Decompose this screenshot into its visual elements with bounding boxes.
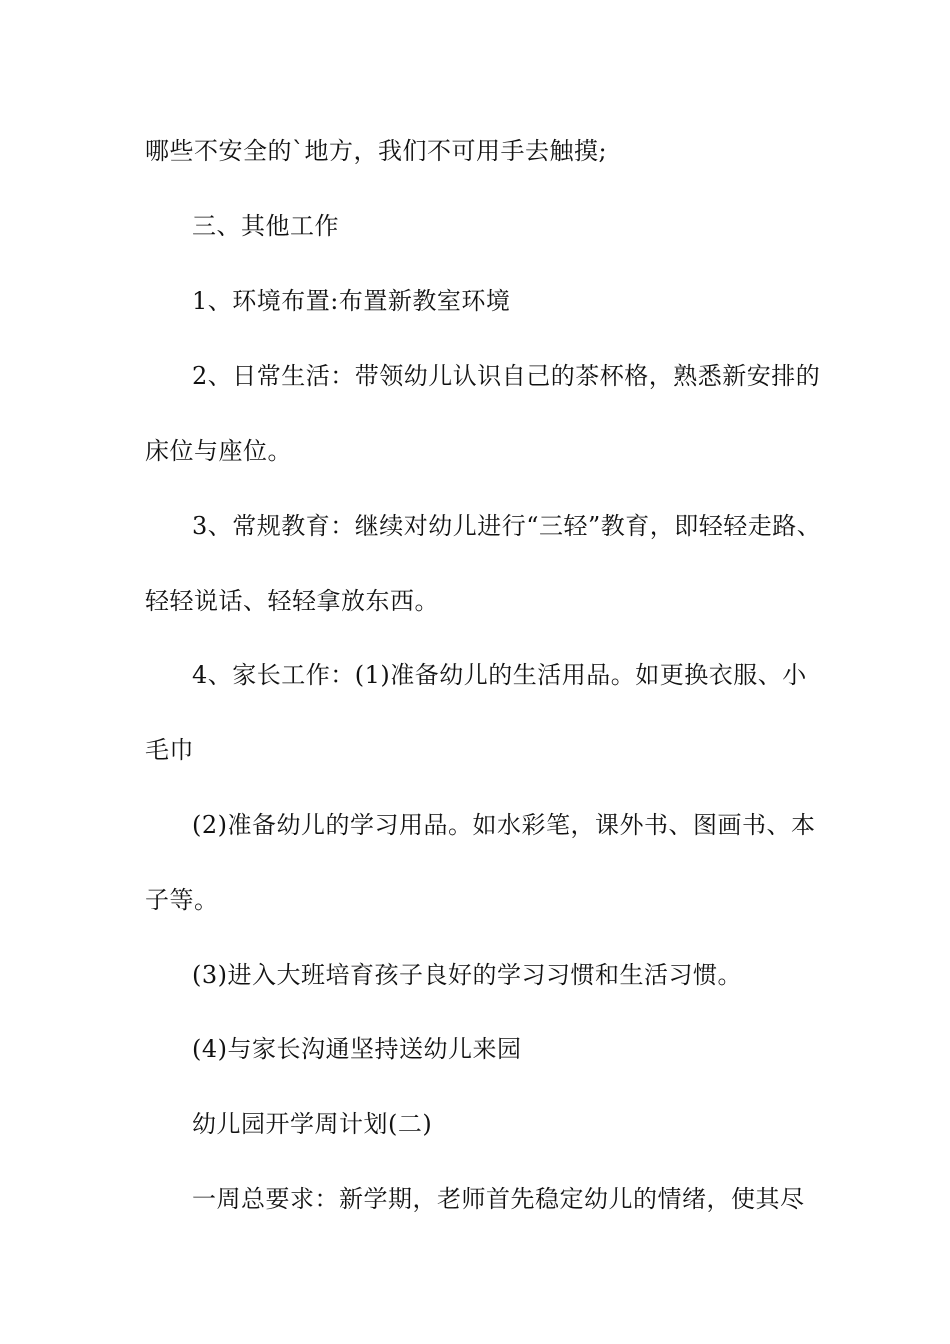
list-item-routine-education-continued: 轻轻说话、轻轻拿放东西。 <box>145 587 439 615</box>
section-title-weekly-plan-two: 幼儿园开学周计划(二) <box>192 1110 433 1138</box>
sub-item-habits: (3)进入大班培育孩子良好的学习习惯和生活习惯。 <box>192 961 742 989</box>
sub-item-study-supplies-continued: 子等。 <box>145 886 219 914</box>
section-heading-other-work: 三、其他工作 <box>192 212 339 240</box>
list-item-routine-education: 3、常规教育：继续对幼儿进行“三轻”教育，即轻轻走路、 <box>192 512 822 540</box>
list-item-parent-work: 4、家长工作：(1)准备幼儿的生活用品。如更换衣服、小 <box>192 661 807 689</box>
paragraph-weekly-requirement: 一周总要求：新学期，老师首先稳定幼儿的情绪，使其尽 <box>192 1185 805 1213</box>
list-item-daily-life-continued: 床位与座位。 <box>145 437 292 465</box>
list-item-daily-life: 2、日常生活：带领幼儿认识自己的茶杯格，熟悉新安排的 <box>192 362 821 390</box>
sub-item-parent-communication: (4)与家长沟通坚持送幼儿来园 <box>192 1035 522 1063</box>
sub-item-study-supplies: (2)准备幼儿的学习用品。如水彩笔，课外书、图画书、本 <box>192 811 816 839</box>
paragraph-line-safety-continued: 哪些不安全的`地方，我们不可用手去触摸; <box>145 137 608 165</box>
list-item-environment: 1、环境布置:布置新教室环境 <box>192 287 511 315</box>
list-item-parent-work-continued: 毛巾 <box>145 736 194 764</box>
